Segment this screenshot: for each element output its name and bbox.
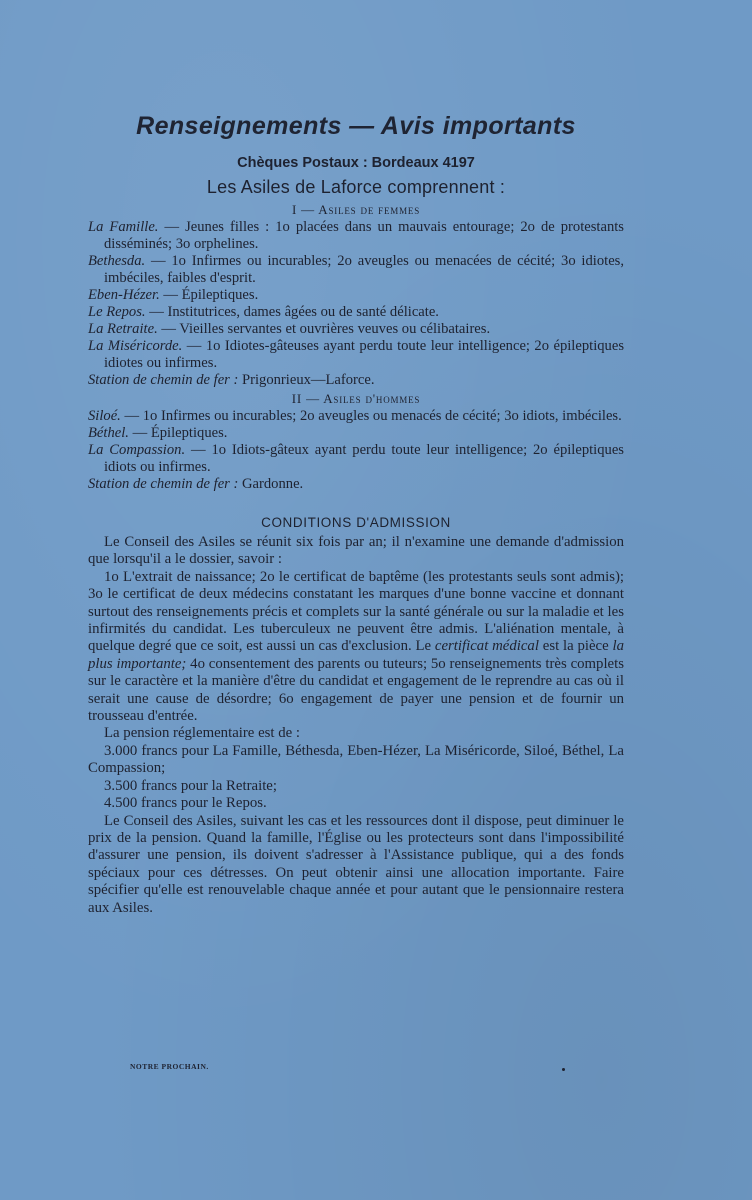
page-title: Renseignements — Avis importants xyxy=(136,112,576,140)
asylum-description: — Vieilles servantes et ouvrières veuves ou célibataires. xyxy=(157,321,491,337)
asylum-description: — Épileptiques. xyxy=(159,287,259,303)
pension-price-line: 4.500 francs pour le Repos. xyxy=(104,795,267,812)
pension-price-line: 3.000 francs pour La Famille, Béthesda, Eben-Hézer, La Miséricorde, Siloé, Béthel, La Compassion; xyxy=(88,742,624,777)
list-item xyxy=(88,408,624,425)
asylums-subtitle: Les Asiles de Laforce comprennent : xyxy=(206,177,506,197)
asylum-name: La Famille. xyxy=(88,219,159,235)
conditions-heading: CONDITIONS D'ADMISSION xyxy=(261,515,451,530)
asylum-name: La Miséricorde. xyxy=(88,338,183,354)
list-item xyxy=(88,219,624,253)
postal-cheques-line: Chèques Postaux : Bordeaux 4197 xyxy=(237,155,475,171)
asylum-description: — 1o Idiotes-gâteuses ayant perdu toute leur intelligence; 2o épileptiques idiotes ou infirmes. xyxy=(104,338,624,371)
ink-dot xyxy=(562,1068,565,1071)
asylum-name: La Compassion. xyxy=(88,442,186,458)
women-asylums-list xyxy=(88,219,624,389)
pension-price-line: 3.500 francs pour la Retraite; xyxy=(104,777,277,794)
list-item xyxy=(88,321,624,338)
asylum-name: La Retraite. xyxy=(88,321,158,337)
list-item xyxy=(88,287,624,304)
list-item xyxy=(88,442,624,476)
document-body xyxy=(88,112,624,917)
men-asylums-list xyxy=(88,408,624,493)
pension-reduction-paragraph: Le Conseil des Asiles, suivant les cas et les ressources dont il dispose, peut diminuer le prix de la pension. Quand la famille, l'Église ou les protecteurs sont dans l'impossibilité d'assurer une pension, ils doivent s'adresser à l'Assistance publique, qui a des fonds spéciaux pour ces détresses. On peut obtenir ainsi une allocation importante. Faire spécifier qu'elle est renouvelable chaque année et pour autant que le pensionnaire restera aux Asiles. xyxy=(88,812,624,916)
asylum-description: — Institutrices, dames âgées ou de santé délicate. xyxy=(145,304,439,320)
asylum-name: Siloé. xyxy=(88,408,121,424)
requirements-text: 1o L'extrait de naissance; 2o le certificat de baptême (les protestants seuls sont admis); 3o le certificat de deux médecins constatant les marques d'une bonne vaccine et donnant surtout des renseignements précis et complets sur la santé générale ou sur la maladie et les infirmités du candidat. Les tuberculeux ne peuvent être admis. L'aliénation mentale, à quelque degré que ce soit, est aussi un cas d'exclusion. Le xyxy=(88,568,624,655)
section-men-heading: II — Asiles d'hommes xyxy=(291,391,421,406)
station-name: Prigonrieux—Laforce. xyxy=(238,372,375,388)
asylum-description: — 1o Idiots-gâteux ayant perdu toute leur intelligence; 2o épileptiques idiots ou infirmes. xyxy=(104,442,624,475)
list-item xyxy=(88,304,624,321)
asylum-description: — Épileptiques. xyxy=(128,425,228,441)
station-line xyxy=(88,372,624,389)
conditions-text xyxy=(88,534,624,917)
list-item xyxy=(88,253,624,287)
asylum-name: Béthel. xyxy=(88,425,129,441)
asylum-description: — 1o Infirmes ou incurables; 2o aveugles ou menacés de cécité; 3o idiots, imbéciles. xyxy=(120,408,622,424)
requirements-text: 4o consentement des parents ou tuteurs; 5o renseignements très complets sur le caractère et la manière d'être du candidat et engagement de le reprendre au cas où il serait une cause de désordre; 6o engagement de payer une pension et de fournir un trousseau d'entrée. xyxy=(88,655,624,725)
asylum-description: — 1o Infirmes ou incurables; 2o aveugles ou menacées de cécité; 3o idiotes, imbéciles, faibles d'esprit. xyxy=(104,253,624,286)
list-item xyxy=(88,338,624,372)
asylum-name: Eben-Hézer. xyxy=(88,287,160,303)
medical-certificate-emphasis: certificat médical xyxy=(434,638,539,655)
asylum-name: Le Repos. xyxy=(88,304,146,320)
asylum-name: Bethesda. xyxy=(88,253,146,269)
publisher-footer: NOTRE PROCHAIN. xyxy=(130,1062,209,1071)
station-label: Station de chemin de fer : xyxy=(88,372,239,388)
conditions-intro: Le Conseil des Asiles se réunit six fois par an; il n'examine une demande d'admission que lorsqu'il a le dossier, savoir : xyxy=(88,534,624,568)
conditions-requirements xyxy=(88,569,624,726)
list-item xyxy=(88,425,624,442)
pension-intro: La pension réglementaire est de : xyxy=(104,725,300,742)
section-women-heading: I — Asiles de femmes xyxy=(291,202,420,217)
station-label: Station de chemin de fer : xyxy=(88,476,239,492)
station-line xyxy=(88,476,624,493)
pension-prices xyxy=(88,743,624,813)
station-name: Gardonne. xyxy=(238,476,304,492)
asylum-description: — Jeunes filles : 1o placées dans un mauvais entourage; 2o de protestants disséminés; 3o orphelines. xyxy=(104,219,624,252)
most-important-emphasis: la plus importante; xyxy=(88,638,624,672)
requirements-text: est la pièce xyxy=(538,638,613,655)
